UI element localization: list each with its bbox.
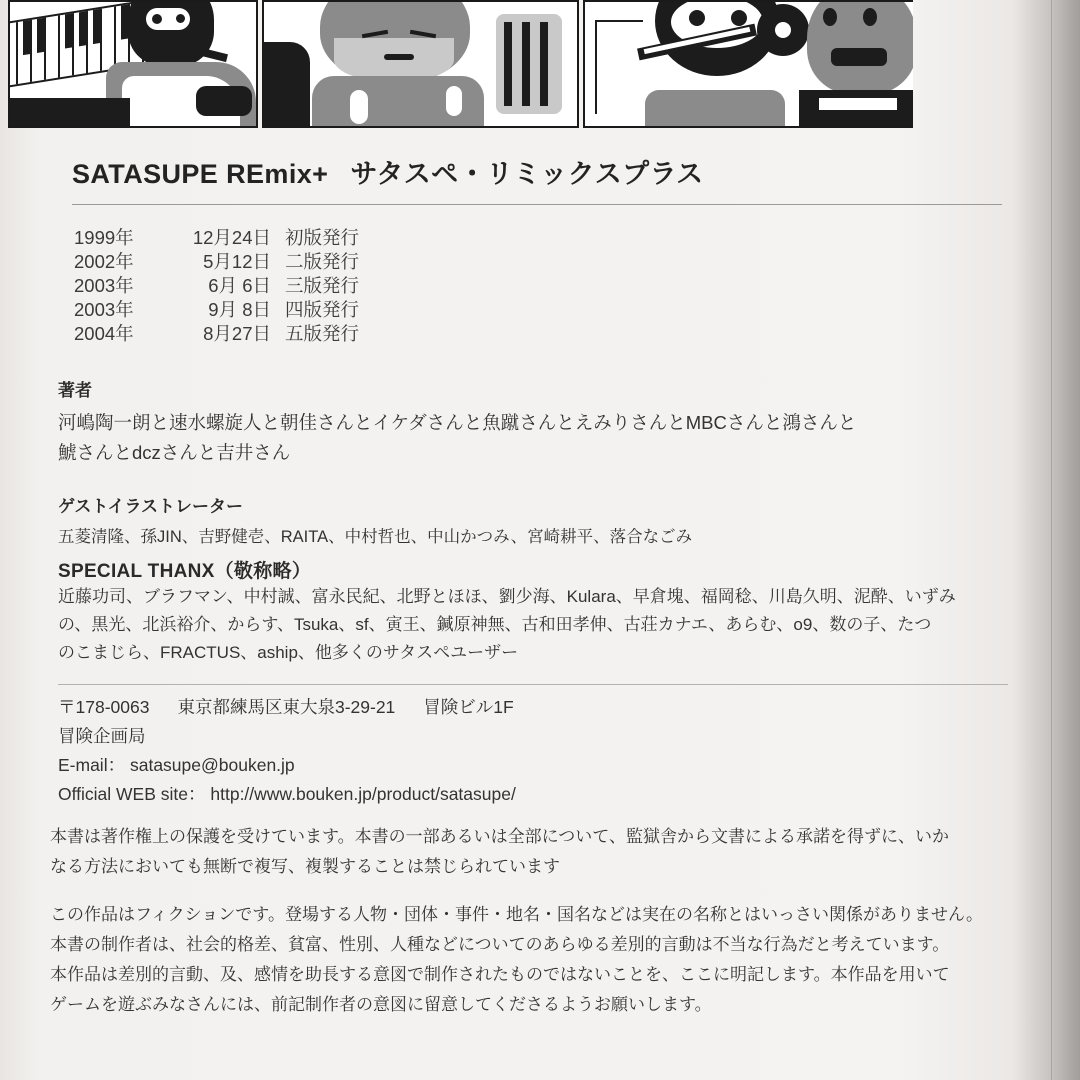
character-right-mouth <box>831 48 887 66</box>
guest-illustrators-section <box>58 492 1008 551</box>
history-edition: 二版発行 <box>285 251 360 272</box>
contact-block <box>58 684 1008 809</box>
table-row <box>74 250 359 274</box>
character-right-eye-left <box>823 8 837 26</box>
hand-shape <box>196 86 252 116</box>
history-date: 8月27日 <box>203 323 271 344</box>
foreground-block <box>10 98 130 128</box>
comic-panel-two-characters <box>583 0 913 128</box>
address-line <box>58 693 1008 722</box>
table-row <box>74 298 359 322</box>
title-block <box>72 152 1002 205</box>
comic-panel-sweating-character <box>262 0 579 128</box>
disclaimer-line-2: 本書の制作者は、社会的格差、貧富、性別、人種などについてのあらゆる差別的言動は不当な行為だと考えています。 <box>50 935 950 954</box>
email-label: E-mail： <box>58 755 126 775</box>
authors-line-2: 鯱さんとdczさんと吉井さん <box>58 442 291 463</box>
table-row <box>74 322 359 346</box>
background-stripe-2 <box>522 22 530 106</box>
eye-right <box>176 14 185 23</box>
emblem-center <box>775 22 791 38</box>
sweat-drop-2 <box>446 86 462 116</box>
title-divider <box>72 204 1002 205</box>
history-year: 2003年 <box>74 299 134 320</box>
special-thanx-label: SPECIAL THANX（敬称略） <box>58 561 312 582</box>
character-left-body <box>645 90 785 128</box>
character-left-eye-right <box>731 10 747 26</box>
bleed-through-text <box>640 220 800 304</box>
website-line <box>58 780 1008 809</box>
character-right-eye-right <box>863 8 877 26</box>
fiction-disclaimer <box>50 900 1010 1020</box>
history-year: 2004年 <box>74 323 134 344</box>
history-edition: 三版発行 <box>285 275 360 296</box>
postal-code: 〒178-0063 <box>58 697 150 717</box>
table-row <box>74 226 359 250</box>
history-edition: 初版発行 <box>285 227 360 248</box>
guest-illustrators-line-1: 五菱清隆、孫JIN、吉野健壱、RAITA、中村哲也、中山かつみ、宮崎耕平、落合なごみ <box>58 528 693 546</box>
comic-panel-keyboard-player <box>8 0 258 128</box>
special-thanx-line-1: 近藤功司、ブラフマン、中村誠、富永民紀、北野とほほ、劉少海、Kulara、早倉塊、福岡稔、川島久明、泥酔、いずみ <box>58 587 956 606</box>
copyright-notice <box>50 822 1010 882</box>
disclaimer-line-1: この作品はフィクションです。登場する人物・団体・事件・地名・国名などは実在の名称とはいっさい関係がありません。 <box>50 905 983 924</box>
eye-left <box>152 14 162 24</box>
authors-label: 著者 <box>58 381 92 400</box>
history-year: 2002年 <box>74 251 134 272</box>
publisher-name: 冒険企画局 <box>58 726 146 746</box>
email-address[interactable]: satasupe@bouken.jp <box>129 755 295 775</box>
authors-section <box>58 376 1008 468</box>
inset-frame <box>595 20 643 114</box>
email-line <box>58 751 1008 780</box>
street-address: 東京都練馬区東大泉3-29-21 <box>177 697 396 717</box>
disclaimer-line-3: 本作品は差別的言動、及、感情を助長する意図で制作されたものではないことを、ここに明記します。本作品を用いて <box>50 965 950 984</box>
website-label: Official WEB site： <box>58 784 206 804</box>
history-date: 9月 8日 <box>208 299 271 320</box>
history-edition: 四版発行 <box>285 299 360 320</box>
foreground-dark-shape <box>264 42 310 128</box>
building-name: 冒険ビル1F <box>423 697 514 717</box>
copyright-line-2: なる方法においても無断で複写、複製することは禁じられています <box>50 857 560 876</box>
printing-history <box>74 226 359 346</box>
website-url[interactable]: http://www.bouken.jp/product/satasupe/ <box>210 784 516 804</box>
background-stripe-3 <box>540 22 548 106</box>
special-thanx-section <box>58 556 1008 667</box>
comic-strip <box>8 0 913 128</box>
table-row <box>74 274 359 298</box>
book-title-jp: サタスペ・リミックスプラス <box>350 159 704 189</box>
disclaimer-line-4: ゲームを遊ぶみなさんには、前記制作者の意図に留意してくださるようお願いします。 <box>50 995 712 1014</box>
special-thanx-line-2: の、黒光、北浜裕介、からす、Tsuka、sf、寅王、鍼原神無、古和田孝伸、古荘カナエ、あらむ、o9、数の子、たつ <box>58 615 932 634</box>
history-date: 6月 6日 <box>208 275 271 296</box>
sweat-drop-1 <box>350 90 368 124</box>
page-title <box>72 152 1002 191</box>
book-title-en: SATASUPE REmix+ <box>72 159 329 189</box>
guest-illustrators-label: ゲストイラストレーター <box>58 497 243 516</box>
mouth-shape <box>384 54 414 60</box>
background-stripe-1 <box>504 22 512 106</box>
history-date: 5月12日 <box>203 251 271 272</box>
history-date: 12月24日 <box>192 227 271 248</box>
authors-line-1: 河嶋陶一朗と速水螺旋人と朝佳さんとイケダさんと魚蹴さんとえみりさんとMBCさんと鴻さんと <box>58 412 857 433</box>
character-left-eye-left <box>689 10 705 26</box>
history-year: 2003年 <box>74 275 134 296</box>
history-year: 1999年 <box>74 227 134 248</box>
special-thanx-line-3: のこまじら、FRACTUS、aship、他多くのサタスペユーザー <box>58 643 519 662</box>
page-edge-line <box>1051 0 1052 1080</box>
history-edition: 五版発行 <box>285 323 360 344</box>
copyright-line-1: 本書は著作権上の保護を受けています。本書の一部あるいは全部について、監獄舎から文書による承諾を得ずに、いか <box>50 827 949 846</box>
body-stripe <box>819 98 897 110</box>
page-edge-shadow <box>1014 0 1080 1080</box>
